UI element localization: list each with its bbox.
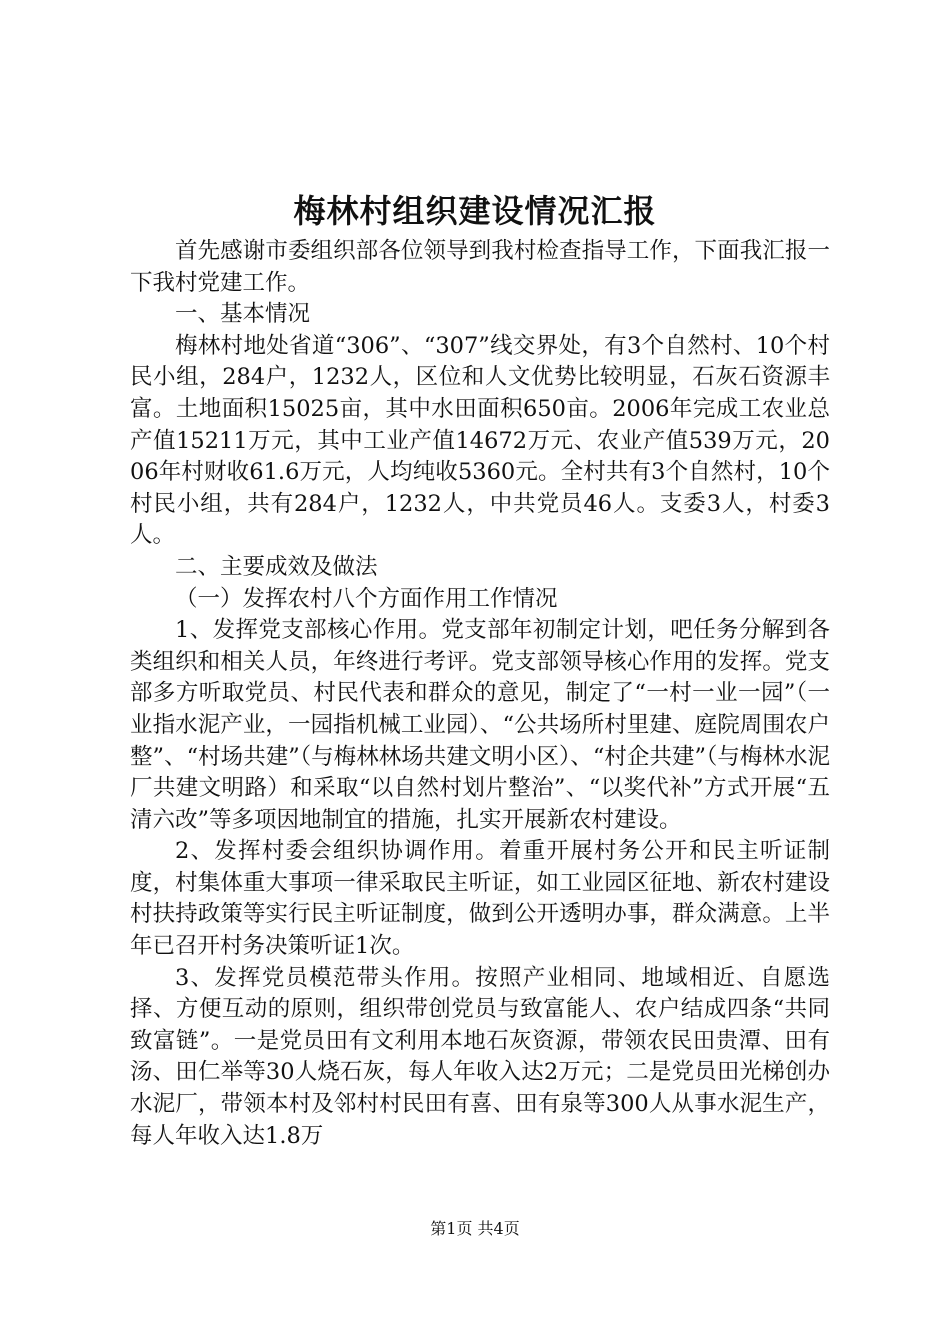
section-heading-basic: 一、基本情况 bbox=[175, 301, 311, 328]
paragraph-party-branch: 1、发挥党支部核心作用。党支部年初制定计划，吧任务分解到各类组织和相关人员，年终进行考评。党支部领导核心作用的发挥。党支部多方听取党员、村民代表和群众的意见，制定了“一村一业一园”（一业指水泥产业，一园指机械工业园）、“公共场所村里建、庭院周围农户整”、“村场共建”（与梅林林场共建文明小区）、“村企共建”（与梅林水泥厂共建文明路）和采取“以自然村划片整治”、“以奖代补”方式开展“五清六改”等多项因地制宜的措施，扎实开展新农村建设。 bbox=[130, 617, 830, 833]
page-number-footer: 第1页 共4页 bbox=[430, 1219, 520, 1238]
section-heading-results: 二、主要成效及做法 bbox=[175, 553, 378, 580]
document-title: 梅林村组织建设情况汇报 bbox=[293, 192, 657, 230]
paragraph-intro: 首先感谢市委组织部各位领导到我村检查指导工作，下面我汇报一下我村党建工作。 bbox=[130, 238, 830, 296]
document-body bbox=[130, 236, 830, 1152]
paragraph-party-members: 3、发挥党员模范带头作用。按照产业相同、地域相近、自愿选择、方便互动的原则，组织带创党员与致富能人、农户结成四条“共同致富链”。一是党员田有文利用本地石灰资源，带领农民田贵潭、田有汤、田仁举等30人烧石灰，每人年收入达2万元；二是党员田光梯创办水泥厂，带领本村及邻村村民田有喜、田有泉等300人从事水泥生产，每人年收入达1.8万 bbox=[130, 964, 830, 1149]
paragraph-basic-info: 梅林村地处省道“306”、“307”线交界处，有3个自然村、10个村民小组，284户，1232人，区位和人文优势比较明显，石灰石资源丰富。土地面积15025亩，其中水田面积650亩。2006年完成工农业总产值15211万元，其中工业产值14672万元、农业产值539万元，2006年村财收61.6万元，人均纯收5360元。全村共有3个自然村，10个村民小组，共有284户，1232人，中共党员46人。支委3人，村委3人。 bbox=[130, 332, 830, 549]
subsection-heading-roles: （一）发挥农村八个方面作用工作情况 bbox=[175, 585, 558, 612]
paragraph-village-committee: 2、发挥村委会组织协调作用。着重开展村务公开和民主听证制度，村集体重大事项一律采取民主听证，如工业园区征地、新农村建设村扶持政策等实行民主听证制度，做到公开透明办事，群众满意。上半年已召开村务决策听证1次。 bbox=[130, 838, 830, 960]
